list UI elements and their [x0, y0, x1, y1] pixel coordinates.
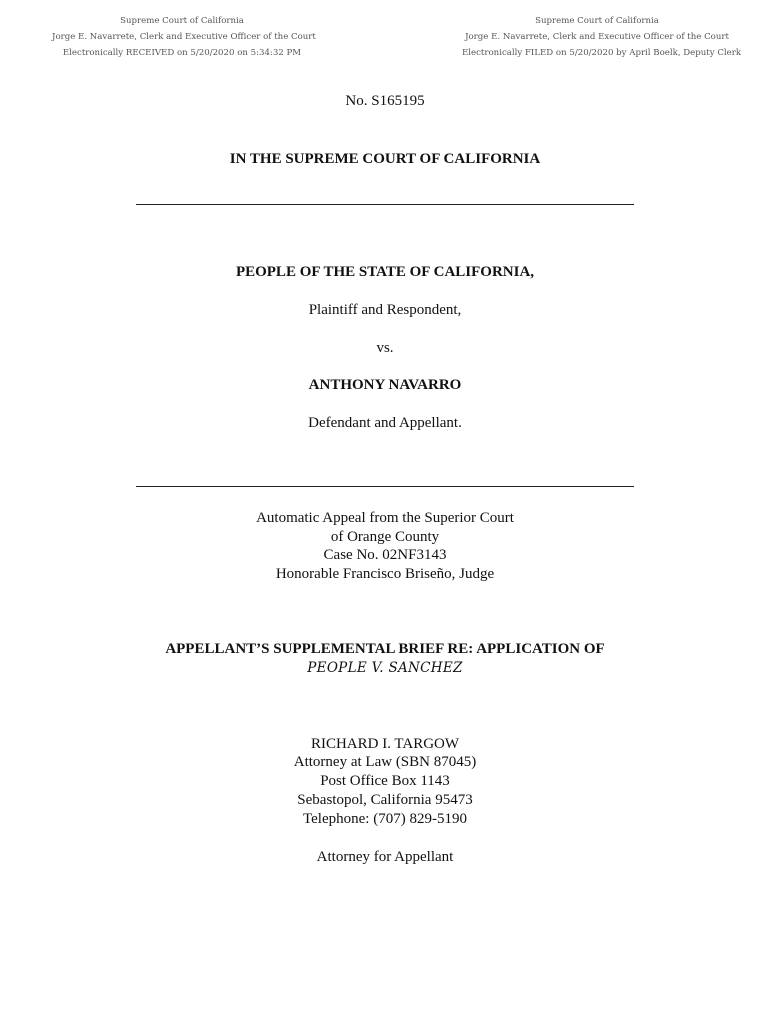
attorney-role: Attorney for Appellant: [316, 849, 454, 865]
received-stamp: [52, 13, 316, 61]
versus-label: vs.: [376, 340, 394, 356]
appeal-origin: Automatic Appeal from the Superior Court: [256, 510, 514, 526]
attorney-address-line2: Sebastopol, California 95473: [297, 792, 473, 808]
defendant-name: ANTHONY NAVARRO: [308, 377, 462, 393]
received-stamp-clerk: Jorge E. Navarrete, Clerk and Executive Officer of the Court: [52, 32, 316, 42]
received-stamp-timestamp: Electronically RECEIVED on 5/20/2020 on 5:34:32 PM: [62, 48, 302, 58]
court-name: IN THE SUPREME COURT OF CALIFORNIA: [229, 151, 541, 167]
appeal-county: of Orange County: [330, 529, 440, 545]
filed-stamp-clerk: Jorge E. Navarrete, Clerk and Executive Officer of the Court: [465, 32, 729, 42]
filed-stamp-court: Supreme Court of California: [535, 16, 659, 26]
filed-stamp-timestamp: Electronically FILED on 5/20/2020 by April Boelk, Deputy Clerk: [462, 48, 742, 58]
received-stamp-court: Supreme Court of California: [120, 16, 244, 26]
appeal-case-number: Case No. 02NF3143: [323, 547, 447, 563]
attorney-address-line1: Post Office Box 1143: [320, 773, 450, 789]
brief-title-case: PEOPLE V. SANCHEZ: [307, 660, 463, 676]
defendant-role: Defendant and Appellant.: [308, 415, 462, 431]
attorney-name: RICHARD I. TARGOW: [310, 736, 460, 752]
plaintiff-role: Plaintiff and Respondent,: [308, 302, 462, 318]
attorney-title: Attorney at Law (SBN 87045): [293, 754, 477, 770]
attorney-phone: Telephone: (707) 829-5190: [303, 811, 467, 827]
appeal-judge: Honorable Francisco Briseño, Judge: [275, 566, 495, 582]
divider-top: [136, 204, 634, 205]
brief-title: APPELLANT’S SUPPLEMENTAL BRIEF RE: APPLICATION OF: [165, 641, 605, 657]
plaintiff-name: PEOPLE OF THE STATE OF CALIFORNIA,: [235, 264, 535, 280]
divider-bottom: [136, 486, 634, 487]
case-number: No. S165195: [345, 93, 425, 109]
filed-stamp: [462, 13, 742, 61]
